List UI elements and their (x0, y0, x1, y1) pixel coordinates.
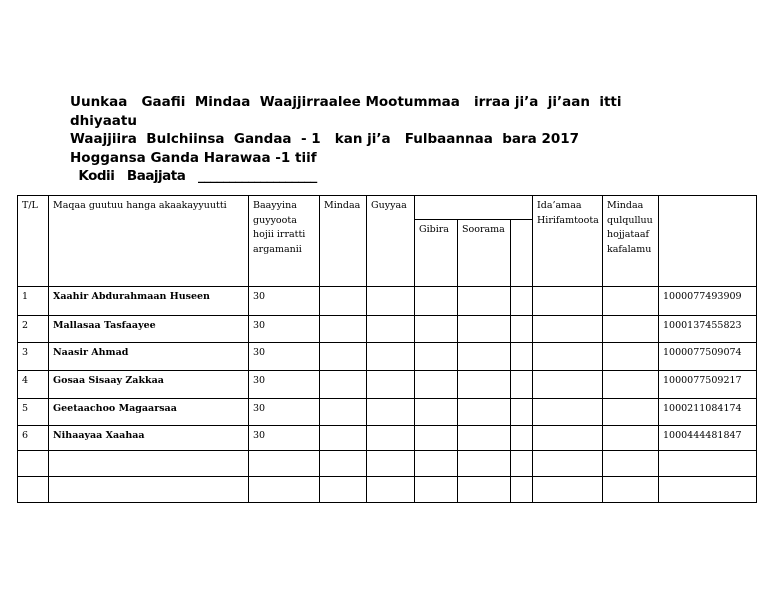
header-blank (659, 196, 757, 287)
guyyaa-cell (367, 371, 415, 399)
guyyaa-cell (367, 287, 415, 316)
guyyaa-cell (367, 343, 415, 371)
net-salary-cell (603, 399, 659, 426)
total-deductions-cell (533, 426, 603, 451)
gibira-cell (415, 399, 458, 426)
days-present: 30 (249, 287, 320, 316)
header-row-top (18, 196, 757, 220)
days-present: 30 (249, 426, 320, 451)
soorama-cell (458, 399, 511, 426)
extra-cell (511, 371, 533, 399)
soorama-cell (458, 371, 511, 399)
gibira-cell (415, 343, 458, 371)
header-tl: T/L (18, 196, 49, 287)
days-present: 30 (249, 343, 320, 371)
gibira-cell (415, 371, 458, 399)
employee-name: Gosaa Sisaay Zakkaa (49, 371, 249, 399)
heading-line-2: dhiyaatu (70, 112, 137, 129)
days-present: 30 (249, 316, 320, 343)
header-days-present: Baayyina guyyoota hojii irratti argamanii (249, 196, 320, 287)
header-soorama: Soorama (458, 220, 511, 287)
days-present: 30 (249, 399, 320, 426)
soorama-cell (458, 316, 511, 343)
extra-cell (511, 399, 533, 426)
net-salary-cell (603, 343, 659, 371)
table-row-empty (18, 451, 757, 477)
guyyaa-cell (367, 316, 415, 343)
guyyaa-cell (367, 426, 415, 451)
header-gibira: Gibira (415, 220, 458, 287)
employee-name: Nihaayaa Xaahaa (49, 426, 249, 451)
gibira-cell (415, 287, 458, 316)
gibira-cell (415, 316, 458, 343)
net-salary-cell (603, 426, 659, 451)
header-total-deductions: Ida’amaa Hirifamtoota (533, 196, 603, 287)
phone-number: 1000211084174 (659, 399, 757, 426)
net-salary-cell (603, 287, 659, 316)
salary-cell (320, 426, 367, 451)
total-deductions-cell (533, 399, 603, 426)
row-number: 2 (18, 316, 49, 343)
header-net-salary: Mindaa qulqulluu hojjataaf kafalamu (603, 196, 659, 287)
payroll-table (17, 195, 757, 503)
phone-number: 1000444481847 (659, 426, 757, 451)
document-heading (70, 93, 622, 186)
employee-name: Naasir Ahmad (49, 343, 249, 371)
salary-cell (320, 399, 367, 426)
table-row (18, 287, 757, 316)
soorama-cell (458, 287, 511, 316)
soorama-cell (458, 426, 511, 451)
row-number: 3 (18, 343, 49, 371)
employee-name: Geetaachoo Magaarsaa (49, 399, 249, 426)
header-salary: Mindaa (320, 196, 367, 287)
extra-cell (511, 343, 533, 371)
heading-line-4: Hoggansa Ganda Harawaa -1 tiif (70, 149, 317, 166)
total-deductions-cell (533, 343, 603, 371)
header-guyyaa: Guyyaa (367, 196, 415, 287)
table-row-empty (18, 477, 757, 503)
row-number: 4 (18, 371, 49, 399)
total-deductions-cell (533, 371, 603, 399)
total-deductions-cell (533, 287, 603, 316)
table-row (18, 426, 757, 451)
phone-number: 1000077509074 (659, 343, 757, 371)
phone-number: 1000077509217 (659, 371, 757, 399)
gibira-cell (415, 426, 458, 451)
extra-cell (511, 426, 533, 451)
row-number: 1 (18, 287, 49, 316)
heading-line-1: Uunkaa Gaafii Mindaa Waajjirraalee Mootummaa irraa ji’a ji’aan itti (70, 94, 622, 110)
header-deductions-group (415, 196, 533, 220)
net-salary-cell (603, 316, 659, 343)
salary-cell (320, 316, 367, 343)
extra-cell (511, 287, 533, 316)
header-extra (511, 220, 533, 287)
table-row (18, 316, 757, 343)
extra-cell (511, 316, 533, 343)
employee-name: Xaahir Abdurahmaan Huseen (49, 287, 249, 316)
phone-number: 1000077493909 (659, 287, 757, 316)
salary-cell (320, 371, 367, 399)
row-number: 5 (18, 399, 49, 426)
guyyaa-cell (367, 399, 415, 426)
salary-cell (320, 287, 367, 316)
phone-number: 1000137455823 (659, 316, 757, 343)
total-deductions-cell (533, 316, 603, 343)
salary-cell (320, 343, 367, 371)
heading-line-5: Kodii Baajjata ___________________ (70, 168, 317, 184)
table-row (18, 399, 757, 426)
table-row (18, 343, 757, 371)
net-salary-cell (603, 371, 659, 399)
heading-line-3: Waajjiira Bulchiinsa Gandaa - 1 kan ji’a Fulbaannaa bara 2017 (70, 131, 580, 147)
soorama-cell (458, 343, 511, 371)
days-present: 30 (249, 371, 320, 399)
table-row (18, 371, 757, 399)
header-full-name: Maqaa guutuu hanga akaakayyuutti (49, 196, 249, 287)
row-number: 6 (18, 426, 49, 451)
employee-name: Mallasaa Tasfaayee (49, 316, 249, 343)
